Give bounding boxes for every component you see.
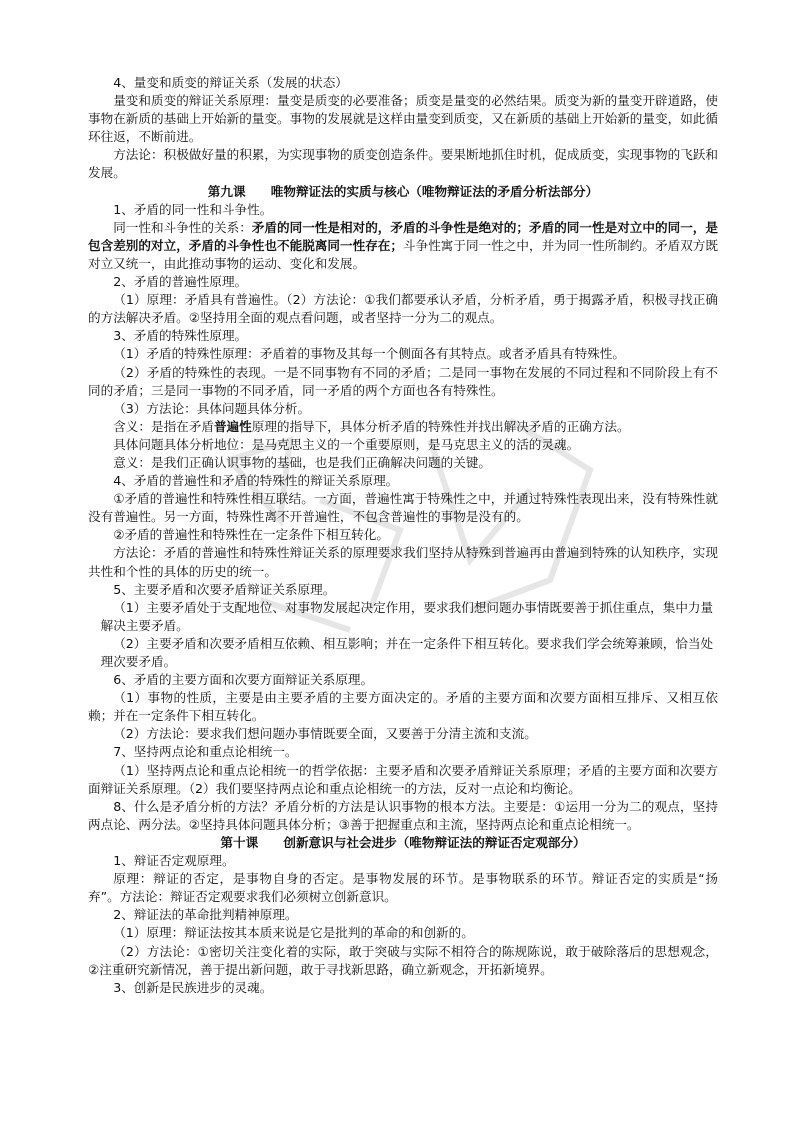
paragraph: 3、创新是民族进步的灵魂。 xyxy=(113,979,273,995)
paragraph: 方法论：积极做好量的积累，为实现事物的质变创造条件。要果断地抓住时机，促成质变，实现事物的飞跃和发展。 xyxy=(88,147,718,181)
paragraph-text: 斗争性寓于同一性之中，并为同一性所制约。矛盾双方既对立又统一，由此推动事物的运动、变化和发展。 xyxy=(88,237,719,271)
paragraph: （1）事物的性质，主要是由主要矛盾的主要方面决定的。矛盾的主要方面和次要方面相互排斥、又相互依赖；并在一定条件下相互转化。 xyxy=(88,690,718,724)
paragraph: 7、坚持两点论和重点论相统一。 xyxy=(113,744,298,760)
paragraph: （2）方法论：要求我们想问题办事情既要全面，又要善于分清主流和支流。 xyxy=(113,726,537,742)
paragraph xyxy=(88,219,718,273)
paragraph-text: 含义：是指在矛盾 xyxy=(113,418,214,434)
paragraph xyxy=(88,418,718,436)
paragraph: （1）坚持两点论和重点论相统一的哲学依据：主要矛盾和次要矛盾辩证关系原理；矛盾的主要方面和次要方面辩证关系原理。（2）我们要坚持两点论和重点论相统一的方法，反对一点论和均衡论。 xyxy=(88,762,718,796)
bold-emphasis: 矛盾的同一性是相对的，矛盾的斗争性是绝对的；矛盾的同一性是对立中的同一，是包含差别的对立，矛盾的斗争性也不能脱离同一性存在； xyxy=(88,219,719,253)
paragraph: 8、什么是矛盾分析的方法？矛盾分析的方法是认识事物的根本方法。主要是：①运用一分为二的观点，坚持两点论、两分法。②坚持具体问题具体分析；③善于把握重点和主流，坚持两点论和重点论相统一。 xyxy=(88,798,718,832)
paragraph: （1）主要矛盾处于支配地位、对事物发展起决定作用，要求我们想问题办事情既要善于抓住重点，集中力量解决主要矛盾。 xyxy=(100,599,714,633)
paragraph: 2、辩证法的革命批判精神原理。 xyxy=(113,907,298,923)
paragraph: （3）方法论：具体问题具体分析。 xyxy=(113,400,311,416)
paragraph: 方法论：矛盾的普遍性和特殊性辩证关系的原理要求我们坚持从特殊到普遍再由普遍到特殊的认知秩序，实现共性和个性的具体的历史的统一。 xyxy=(88,545,718,579)
paragraph: 量变和质变的辩证关系原理：量变是质变的必要准备；质变是量变的必然结果。质变为新的量变开辟道路，使事物在新质的基础上开始新的量变。事物的发展就是这样由量变到质变，又在新质的基础上开始新的量变，如此循环往返，不断前进。 xyxy=(88,93,718,145)
paragraph: 1、矛盾的同一性和斗争性。 xyxy=(113,201,273,217)
paragraph-text: 同一性和斗争性的关系： xyxy=(113,219,252,235)
paragraph: 5、主要矛盾和次要矛盾辩证关系原理。 xyxy=(113,581,336,597)
paragraph: 6、矛盾的主要方面和次要方面辩证关系原理。 xyxy=(113,672,374,688)
paragraph: 4、矛盾的普遍性和矛盾的特殊性的辩证关系原理。 xyxy=(113,473,399,489)
paragraph: （1）原理：矛盾具有普遍性。（2）方法论：①我们都要承认矛盾，分析矛盾，勇于揭露矛盾，积极寻找正确的方法解决矛盾。②坚持用全面的观点看问题，或者坚持一分为二的观点。 xyxy=(88,292,718,326)
lesson-heading: 第十课 创新意识与社会进步（唯物辩证法的辩证否定观部分） xyxy=(220,834,586,850)
paragraph: （1）原理：辩证法按其本质来说是它是批判的革命的和创新的。 xyxy=(113,925,474,941)
paragraph: （2）主要矛盾和次要矛盾相互依赖、相互影响；并在一定条件下相互转化。要求我们学会统筹兼顾，恰当处理次要矛盾。 xyxy=(100,635,714,669)
lesson-heading: 第九课 唯物辩证法的实质与核心（唯物辩证法的矛盾分析法部分） xyxy=(207,183,599,199)
paragraph: 4、量变和质变的辩证关系（发展的状态） xyxy=(113,75,348,90)
paragraph-text: 原理的指导下，具体分析矛盾的特殊性并找出解决矛盾的正确方法。 xyxy=(251,418,630,434)
paragraph: ②矛盾的普遍性和特殊性在一定条件下相互转化。 xyxy=(113,527,389,543)
paragraph: 3、矛盾的特殊性原理。 xyxy=(113,328,248,344)
document-body xyxy=(88,74,718,997)
paragraph: （2）矛盾的特殊性的表现。一是不同事物有不同的矛盾；二是同一事物在发展的不同过程和不同阶段上有不同的矛盾；三是同一事物的不同矛盾，同一矛盾的两个方面也各有特殊性。 xyxy=(88,364,718,398)
paragraph: （2）方法论：①密切关注变化着的实际，敢于突破与实际不相符合的陈规陈说，敢于破除落后的思想观念，②注重研究新情况，善于提出新问题，敢于寻找新思路，确立新观念，开拓新境界。 xyxy=(88,943,718,977)
paragraph: 意义：是我们正确认识事物的基础，也是我们正确解决问题的关键。 xyxy=(113,454,491,470)
paragraph: ①矛盾的普遍性和特殊性相互联结。一方面，普遍性寓于特殊性之中，并通过特殊性表现出来，没有特殊性就没有普遍性。另一方面，特殊性离不开普遍性，不包含普遍性的事物是没有的。 xyxy=(88,491,718,525)
paragraph: 具体问题具体分析地位：是马克思主义的一个重要原则，是马克思主义的活的灵魂。 xyxy=(113,436,580,452)
paragraph: 原理：辩证的否定，是事物自身的否定。是事物发展的环节。是事物联系的环节。辩证否定的实质是“扬弃”。方法论：辩证否定观要求我们必须树立创新意识。 xyxy=(88,871,718,905)
paragraph: 2、矛盾的普遍性原理。 xyxy=(113,274,248,290)
paragraph: 1、辩证否定观原理。 xyxy=(113,853,235,869)
bold-emphasis: 普遍性 xyxy=(213,418,252,434)
paragraph: （1）矛盾的特殊性原理：矛盾着的事物及其每一个侧面各有其特点。或者矛盾具有特殊性。 xyxy=(113,346,625,362)
